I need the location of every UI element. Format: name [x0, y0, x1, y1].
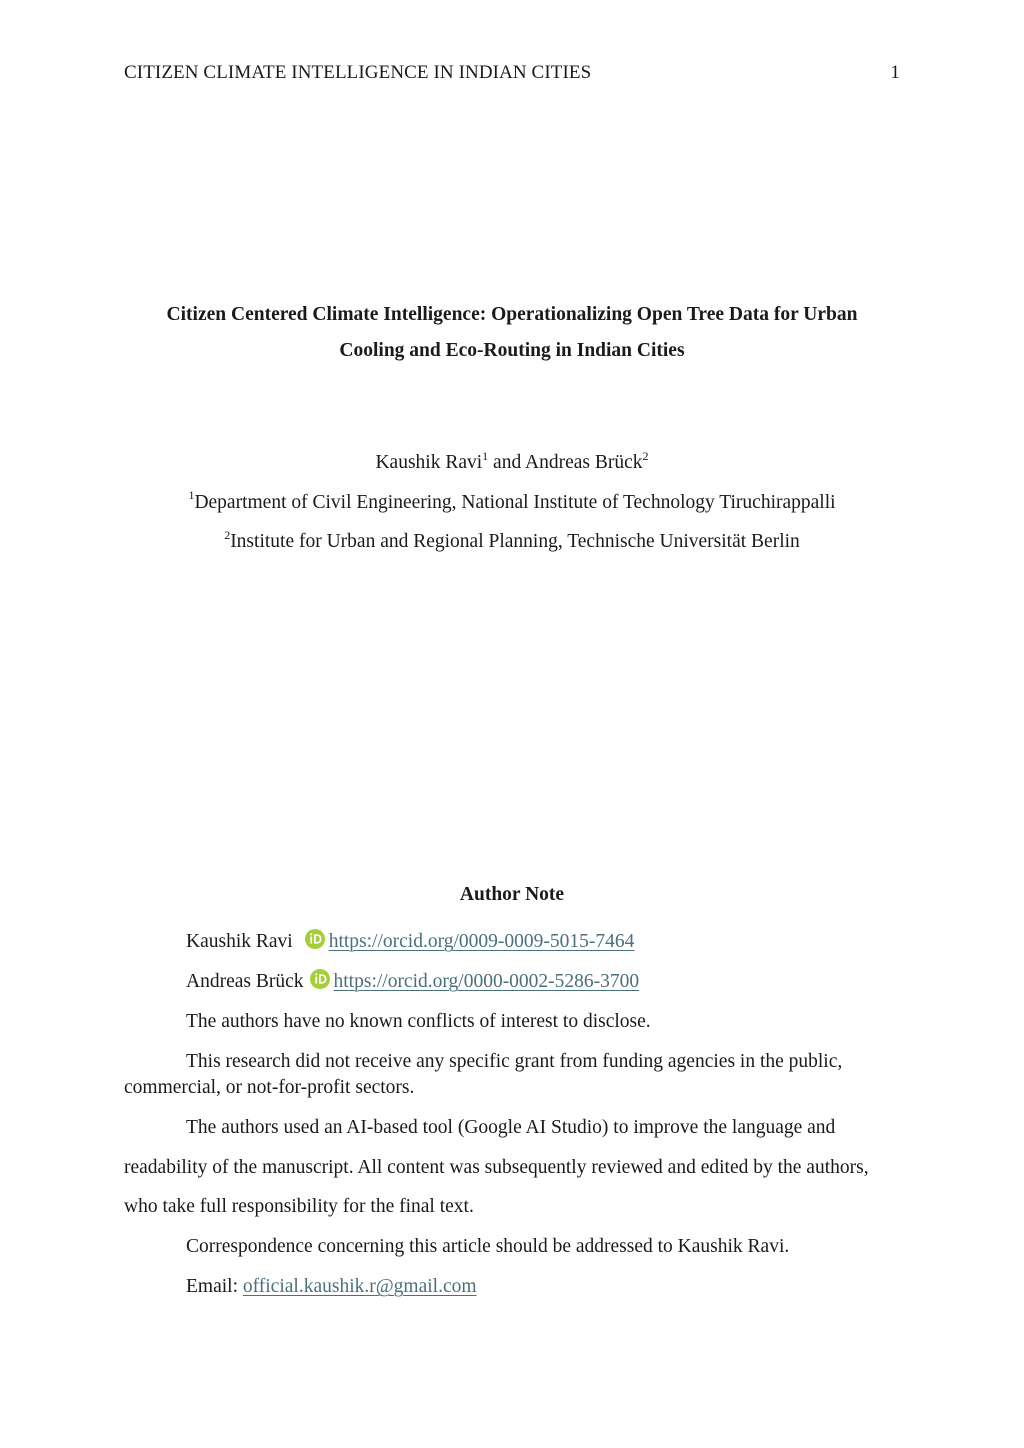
- funding-statement: This research did not receive any specific grant from funding agencies in the public, commercial, or not-for-profit sectors.: [124, 1051, 843, 1098]
- orcid-row-2: [124, 962, 900, 1002]
- affiliation-1: [100, 489, 924, 529]
- paper-title: [124, 297, 900, 369]
- page-number: 1: [890, 62, 900, 83]
- affiliation-2: [100, 528, 924, 568]
- email-label: Email:: [186, 1275, 243, 1297]
- author-line: [100, 449, 924, 489]
- ai-disclosure-statement: The authors used an AI-based tool (Google AI Studio) to improve the language and readability of the manuscript. All content was subsequently reviewed and edited by the authors, who take full responsibility for the final text.: [124, 1117, 869, 1217]
- conflicts-statement: The authors have no known conflicts of interest to disclose.: [186, 1011, 651, 1032]
- running-head-title: CITIZEN CLIMATE INTELLIGENCE IN INDIAN CITIES: [124, 62, 592, 83]
- paper-title-line-2: Cooling and Eco-Routing in Indian Cities: [339, 340, 685, 361]
- author-joiner: and: [488, 452, 526, 473]
- affiliation-1-text: Department of Civil Engineering, National Institute of Technology Tiruchirappalli: [194, 491, 836, 513]
- affiliation-2-superscript: 2: [224, 527, 231, 542]
- running-head: [124, 62, 900, 84]
- author-2-superscript: 2: [642, 448, 649, 463]
- email-link[interactable]: official.kaushik.r@gmail.com: [242, 1275, 477, 1297]
- author-name-1: Kaushik Ravi: [375, 452, 483, 473]
- orcid-link-1[interactable]: https://orcid.org/0009-0009-5015-7464: [328, 931, 635, 952]
- author-1-superscript: 1: [482, 448, 489, 463]
- author-name-2: Andreas Brück: [525, 452, 643, 473]
- affiliation-2-text: Institute for Urban and Regional Planning, Technische Universität Berlin: [230, 531, 800, 552]
- author-note-body: [124, 922, 900, 1307]
- email-row: [124, 1267, 900, 1307]
- affiliation-1-superscript: 1: [188, 488, 195, 502]
- authors-block: [100, 449, 924, 568]
- author-note-heading: Author Note: [459, 884, 565, 905]
- orcid-row-1: [124, 922, 900, 962]
- orcid-link-2[interactable]: https://orcid.org/0000-0002-5286-3700: [333, 971, 640, 992]
- orcid-author-name-2: Andreas Brück: [186, 971, 304, 992]
- orcid-icon[interactable]: [310, 969, 330, 989]
- orcid-icon[interactable]: [305, 929, 325, 949]
- orcid-author-name-1: Kaushik Ravi: [186, 931, 293, 952]
- paper-title-line-1: Citizen Centered Climate Intelligence: Operationalizing Open Tree Data for Urban: [166, 304, 858, 325]
- correspondence-statement: Correspondence concerning this article should be addressed to Kaushik Ravi.: [186, 1235, 790, 1257]
